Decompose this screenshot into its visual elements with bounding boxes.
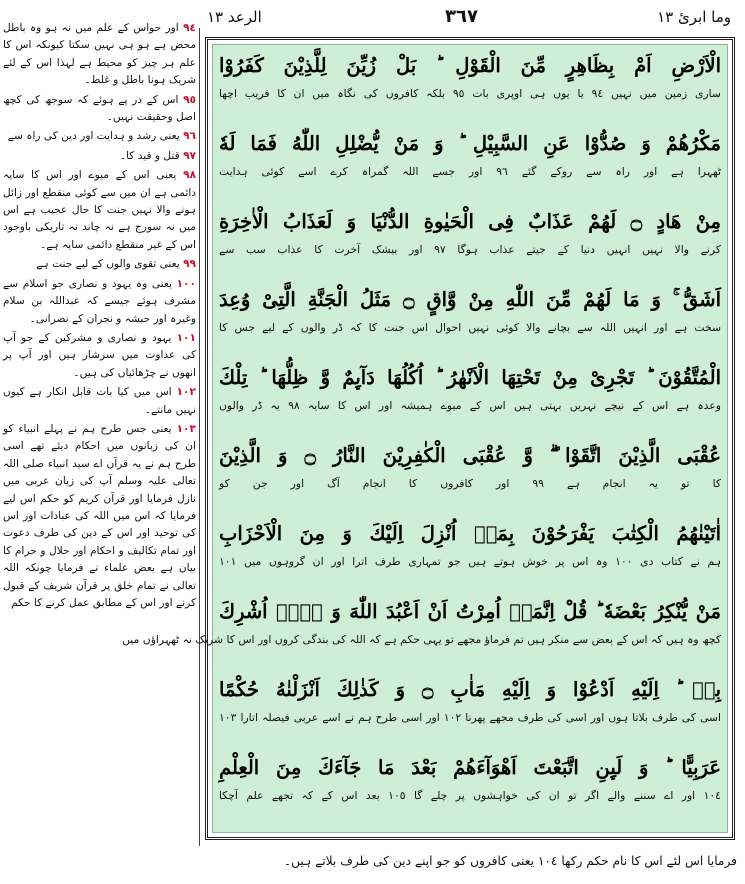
margin-note-text: یعنی جس طرح ہم نے پہلے انبیاء کو ان کی زبانوں میں احکام دیئے تھے اسی طرح ہم نے یہ قرآن اے سید انبیاء صلی اللہ تعالی علیہ وسلم آپ کی زبان عربی میں نازل فرمایا اور قرآن کریم کو حکم اس لیے فرمایا کہ اس میں اللہ کی عبادات اور اس کی توحید اور اس کے دین کی طرف دعوت اور تمام تکالیف و احکام اور حلال و حرام کا بیان ہے بعض علماء نے فرمایا چونکہ اللہ تعالی نے تمام خلق پر قرآن شریف کے قبول کرنے اور اس کے مطابق عمل کرنے کا حکم <box>3 422 196 609</box>
margin-note-ref: ٩٤ <box>183 22 196 34</box>
arabic-verse-line: اٰتَیْنٰهُمُ الْكِتٰبَ یَفْرَحُوْنَ بِمَاۤ اُنْزِلَ اِلَیْكَ وَ مِنَ الْاَحْزَابِ <box>219 522 721 545</box>
arabic-verse-line: اَشَقُّ ۚ وَ مَا لَهُمْ مِّنَ اللّٰهِ مِنْ وَّاقٍ ۝ مَثَلُ الْجَنَّةِ الَّتِیْ وُعِدَ <box>219 288 721 311</box>
margin-note-text: قتل و قید کا۔ <box>119 149 180 162</box>
margin-note <box>3 276 196 328</box>
margin-note <box>3 384 196 419</box>
footer-note <box>205 846 737 876</box>
urdu-translation-line: کا تو یہ انجام ہے ٩٩ اور کافروں کا انجام آگ اور جن کو <box>219 477 722 490</box>
margin-note-text: یعنی اس کے میوے اور اس کا سایہ دائمی ہے ان میں سے کوئی منقطع اور زائل ہونے والا نہیں جنت کا حال عجیب ہے اس میں نہ سورج ہے نہ چاند نہ تاریکی باوجود اس کے غیر منقطع دائمی سایہ ہے۔ <box>3 169 196 251</box>
margin-note-text: اور حواس کے علم میں نہ ہو وہ باطل محض ہے ہو ہی نہیں سکتا کیونکہ اس کا علم ہر چیز کو محیط ہے لہذا اس کے لئے شریک ہونا باطل و غلط۔ <box>3 22 196 87</box>
urdu-translation-line: کچھ وہ ہیں کہ اس کے بعض سے منکر ہیں تم فرماؤ مجھے تو یہی حکم ہے کہ اللہ کی بندگی کروں اور اس کا شریک نہ ٹھہراؤں میں <box>122 633 721 646</box>
margin-note-text: یعنی رشد و ہدایت اور دین کی راہ سے <box>7 130 180 143</box>
margin-note-ref: ١٠٢ <box>176 386 196 399</box>
margin-note-ref: ٩٦ <box>183 130 196 143</box>
margin-note <box>3 20 196 90</box>
arabic-verse-line: بِهٖ ؕ اِلَیْهِ اَدْعُوْا وَ اِلَیْهِ مَاٰبِ ۝ وَ كَذٰلِكَ اَنْزَلْنٰهُ حُكْمًا <box>219 678 721 701</box>
margin-note <box>3 148 196 165</box>
margin-note-ref: ٩٥ <box>183 93 196 106</box>
urdu-translation-line: ١٠٤ اور اے سننے والے اگر تو ان کی خواہشوں پر چلے گا ١٠٥ بعد اس کے کہ تجھے علم آچکا <box>219 789 721 802</box>
arabic-verse-line: الْمُتَّقُوْنَ ؕ تَجْرِیْ مِنْ تَحْتِهَا الْاَنْهٰرُ ؕ اُكُلُهَا دَآىِٕمٌ وَّ ظِلُّهَا ؕ تِلْكَ <box>219 366 721 389</box>
margin-note <box>3 92 196 127</box>
margin-note-text: یعنی تقوی والوں کے لیے جنت ہے <box>36 258 180 271</box>
margin-note <box>3 330 196 382</box>
margin-note-ref: ٩٨ <box>183 169 196 182</box>
surah-name: الرعد ١٣ <box>207 8 262 26</box>
margin-note-text: یعنی وہ یہود و نصاری جو اسلام سے مشرف ہوئے جیسے کہ عبداللہ بن سلام وغیرہ اور حبشہ و نجران کے نصرانی۔ <box>3 277 196 325</box>
margin-note-text: اس کے در پے ہوئے کہ سوجھ کی کچھ اصل وحقیقت نہیں۔ <box>3 93 196 124</box>
urdu-translation-line: ہم نے کتاب دی ١٠٠ وہ اس پر خوش ہوتے ہیں جو تمہاری طرف اترا اور ان گروہوں میں ١٠١ <box>219 555 721 568</box>
arabic-verse-line: مَكْرُهُمْ وَ صُدُّوْا عَنِ السَّبِیْلِ ؕ وَ مَنْ یُّضْلِلِ اللّٰهُ فَمَا لَهٗ <box>219 132 721 155</box>
urdu-translation-line: وعدہ ہے اس کے نیچے نہریں بہتی ہیں اس کے میوے ہمیشہ اور اس کا سایہ ٩٨ یہ ڈر والوں <box>219 399 721 412</box>
urdu-translation-line: ساری زمین میں نہیں ٩٤ یا یوں ہی اوپری بات ٩٥ بلکہ کافروں کی نگاہ میں ان کا فریب اچھا <box>219 87 721 100</box>
margin-note-ref: ٩٩ <box>183 258 196 271</box>
margin-commentary <box>3 20 196 846</box>
footer-text: فرمایا اس لئے اس کا نام حکم رکھا ١٠٤ یعنی کافروں کو جو اپنے دین کی طرف بلاتے ہیں۔ <box>284 854 737 868</box>
margin-note <box>3 128 196 145</box>
urdu-translation-line: اسی کی طرف بلاتا ہوں اور اسی کی طرف مجھے پھرنا ١٠٢ اور اسی طرح ہم نے اسے عربی فیصلہ اتارا ١٠٣ <box>219 711 721 724</box>
margin-note <box>3 421 196 612</box>
arabic-verse-line: عُقْبَى الَّذِیْنَ اتَّقَوْا ۖۗ وَّ عُقْبَى الْكٰفِرِیْنَ النَّارُ ۝ وَ الَّذِیْنَ <box>219 444 721 467</box>
margin-note <box>3 167 196 254</box>
urdu-translation-line: ٹھہرا ہے اور راہ سے روکے گئے ٩٦ اور جسے اللہ گمراہ کرے اسے کوئی ہدایت <box>219 165 721 178</box>
arabic-verse-line: الْاَرْضِ اَمْ بِظَاهِرٍ مِّنَ الْقَوْلِ ؕ بَلْ زُیِّنَ لِلَّذِیْنَ كَفَرُوْا <box>219 54 721 77</box>
margin-note-text: یہود و نصاری و مشرکین کے جو آپ کی عداوت میں سرشار ہیں اور آپ پر انھوں نے چڑھائیاں کی ہیں۔ <box>3 331 196 379</box>
margin-note <box>3 256 196 273</box>
urdu-translation-line: کرنے والا نہیں انہیں دنیا کے جیتے عذاب ہوگا ٩٧ اور بیشک آخرت کا عذاب سب سے <box>219 243 721 256</box>
arabic-verse-line: مَنْ یُّنْكِرُ بَعْضَهٗ ؕ قُلْ اِنَّمَاۤ اُمِرْتُ اَنْ اَعْبُدَ اللّٰهَ وَ لَاۤ اُشْرِكَ <box>219 600 721 623</box>
page-header <box>205 6 733 32</box>
para-name: وما ابرئ ١٣ <box>657 8 731 26</box>
urdu-translation-line: سخت ہے اور انہیں اللہ سے بچانے والا کوئی نہیں احوال اس جنت کا کہ ڈر والوں کے لیے جس کا <box>219 321 721 334</box>
margin-note-ref: ١٠٠ <box>176 277 196 290</box>
margin-divider <box>199 28 200 846</box>
margin-note-text: اس میں کیا بات قابل انکار ہے کیوں نہیں مانتے۔ <box>3 386 196 416</box>
margin-note-ref: ٩٧ <box>183 149 196 162</box>
page-number: ٣٦٧ <box>445 6 478 27</box>
margin-note-ref: ١٠١ <box>176 331 196 344</box>
margin-note-ref: ١٠٣ <box>176 422 197 435</box>
arabic-verse-line: عَرَبِیًّا ؕ وَ لَىِٕنِ اتَّبَعْتَ اَهْوَآءَهُمْ بَعْدَ مَا جَآءَكَ مِنَ الْعِلْمِ <box>219 756 721 779</box>
arabic-verse-line: مِنْ هَادٍ ۝ لَهُمْ عَذَابٌ فِی الْحَیٰوةِ الدُّنْیَا وَ لَعَذَابُ الْاٰخِرَةِ <box>219 210 721 233</box>
